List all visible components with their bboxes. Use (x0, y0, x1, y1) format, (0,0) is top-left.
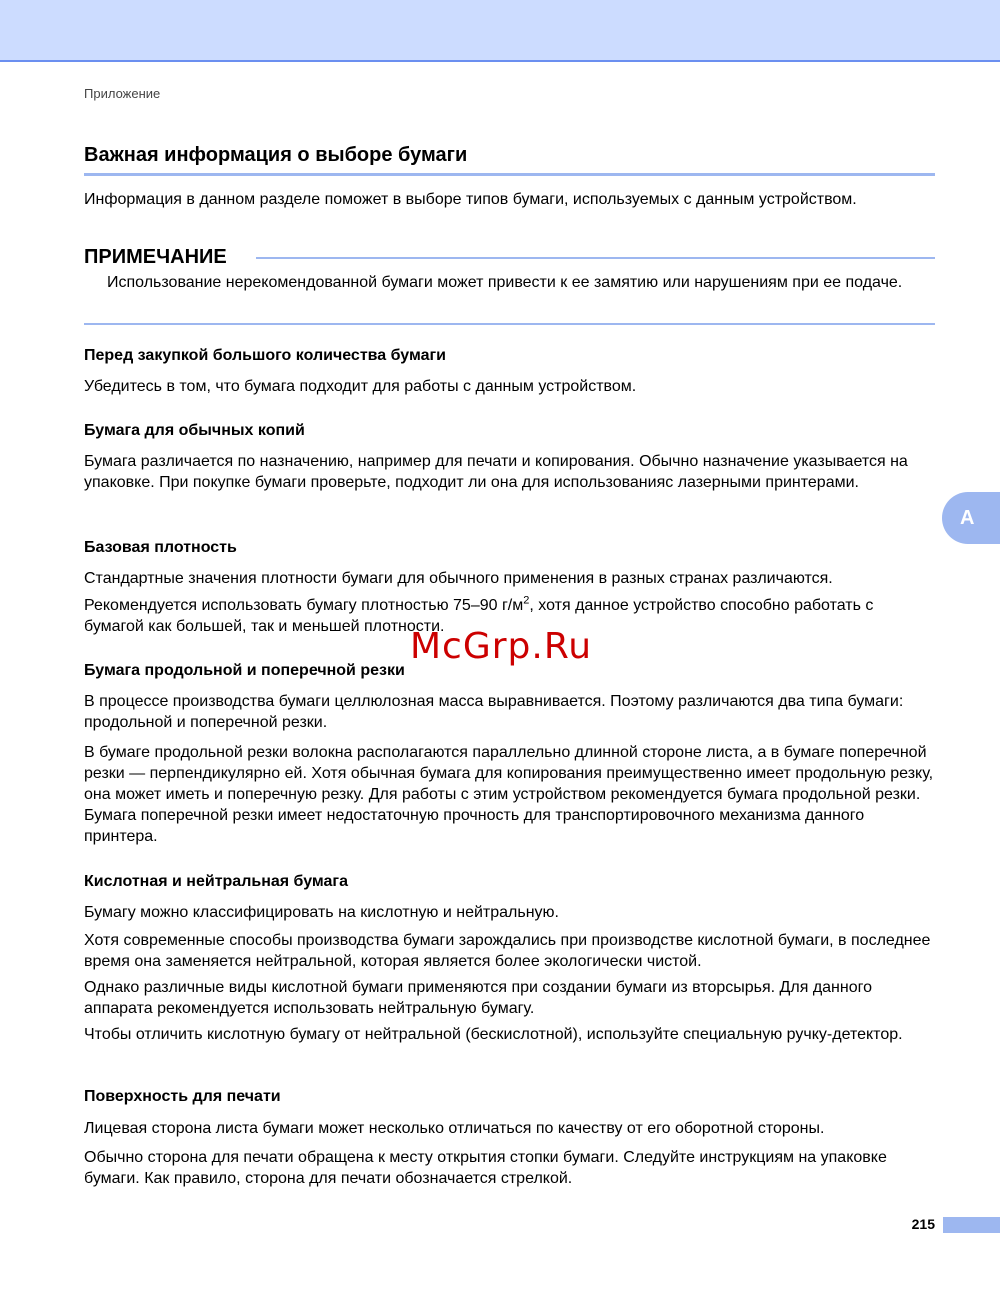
section-heading-basis-weight: Базовая плотность (84, 539, 237, 556)
section-paragraph: Лицевая сторона листа бумаги может несколько отличаться по качеству от его оборотной стороны. (84, 1120, 825, 1137)
section-heading-bulk-purchase: Перед закупкой большого количества бумаги (84, 347, 447, 364)
note-top-rule (256, 257, 935, 259)
section-heading-grain: Бумага продольной и поперечной резки (84, 662, 405, 679)
page-number: 215 (911, 1216, 935, 1232)
breadcrumb: Приложение (84, 86, 161, 101)
section-paragraph: Однако различные виды кислотной бумаги применяются при создании бумаги из вторсырья. Для данного аппарата рекомендуется использовать нейтральную бумагу. (84, 979, 873, 1017)
page-title: Важная информация о выборе бумаги (84, 144, 935, 176)
section-paragraph: Бумагу можно классифицировать на кислотную и нейтральную. (84, 904, 559, 921)
section-paragraph: Обычно сторона для печати обращена к месту открытия стопки бумаги. Следуйте инструкциям на упаковке бумаги. Как правило, сторона для печати обозначается стрелкой. (84, 1149, 887, 1187)
note-label: ПРИМЕЧАНИЕ (84, 246, 243, 269)
section-paragraph: В процессе производства бумаги целлюлозная масса выравнивается. Поэтому различаются два типа бумаги: продольной и поперечной резки. (84, 693, 904, 731)
section-paragraph: Убедитесь в том, что бумага подходит для работы с данным устройством. (84, 378, 637, 395)
section-heading-acid-neutral: Кислотная и нейтральная бумага (84, 873, 348, 890)
note-header (84, 246, 935, 270)
page-number-bar (943, 1217, 1000, 1233)
section-heading-print-surface: Поверхность для печати (84, 1088, 281, 1105)
weight-text-end: , хотя данное устройство способно работать с бумагой как большей, так и меньшей плотности. (84, 597, 874, 635)
weight-text-start: Рекомендуется использовать бумагу плотностью 75–90 г/м (84, 597, 524, 614)
appendix-side-tab: A (942, 492, 1000, 544)
intro-paragraph: Информация в данном разделе поможет в выборе типов бумаги, используемых с данным устройством. (84, 191, 857, 208)
top-header-band (0, 0, 1000, 62)
section-heading-copy-paper: Бумага для обычных копий (84, 422, 305, 439)
section-paragraph: Стандартные значения плотности бумаги для обычного применения в разных странах различаются. (84, 570, 833, 587)
note-text: Использование нерекомендованной бумаги может привести к ее замятию или нарушениям при ее подаче. (107, 274, 903, 291)
section-paragraph: Хотя современные способы производства бумаги зарождались при производстве кислотной бумаги, в последнее время она заменяется нейтральной, которая является более экологически чистой. (84, 932, 931, 970)
watermark: McGrp.Ru (410, 626, 593, 667)
section-paragraph: Чтобы отличить кислотную бумагу от нейтральной (бескислотной), используйте специальную ручку-детектор. (84, 1026, 903, 1043)
weight-superscript: 2 (523, 594, 530, 607)
note-bottom-rule (84, 323, 935, 325)
section-paragraph: Бумага различается по назначению, например для печати и копирования. Обычно назначение указывается на упаковке. При покупке бумаги проверьте, подходит ли она для использованияс лазерными принтерами. (84, 453, 908, 491)
section-paragraph: В бумаге продольной резки волокна располагаются параллельно длинной стороне листа, а в бумаге поперечной резки — перпендикулярно ей. Хотя обычная бумага для копирования преимущественно имеет продольную резку, она может иметь и поперечную резку. Для работы с этим устройством рекомендуется бумага продольной резки. Бумага поперечной резки имеет недостаточную прочность для транспортировочного механизма данного принтера. (84, 744, 934, 845)
